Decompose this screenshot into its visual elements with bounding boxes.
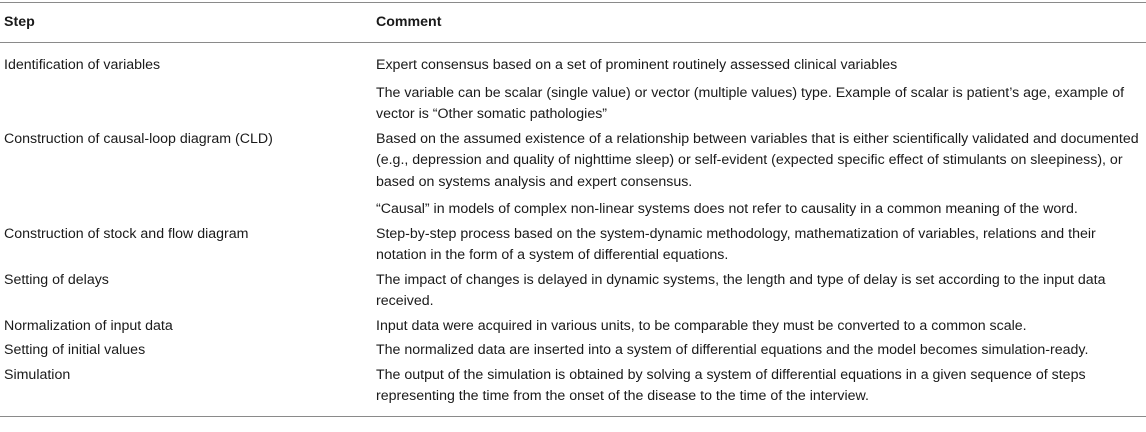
table-row [0,129,1146,224]
table-header-row [0,3,1146,43]
steps-table [0,2,1146,417]
table-row [0,224,1146,270]
comment-cell [373,224,1146,270]
comment-cell [373,316,1146,341]
column-header-comment: Comment [373,3,1146,43]
comment-text: Based on the assumed existence of a relationship between variables that is either scientifically validated and documented (e.g., depression and quality of nighttime sleep) or self-evident (expected specific effect of stimulants on sleepiness), or based on systems analysis and expert consensus. [376,130,1139,190]
comment-text: The output of the simulation is obtained by solving a system of differential equations in a given sequence of steps representing the time from the onset of the disease to the time of the interview. [376,366,1086,404]
step-cell: Simulation [0,365,373,417]
comment-cell [373,129,1146,224]
step-cell: Setting of delays [4,271,109,288]
comment-text: Input data were acquired in various units, to be comparable they must be converted to a common scale. [376,317,1027,334]
column-header-step: Step [0,3,373,43]
comment-text: Expert consensus based on a set of prominent routinely assessed clinical variables [376,57,898,73]
table-row [0,316,1146,341]
table-row [0,43,1146,129]
table-row [0,365,1146,417]
step-cell: Identification of variables [4,57,161,73]
table-row [0,270,1146,316]
comment-text: “Causal” in models of complex non-linear systems does not refer to causality in a common meaning of the word. [376,201,1078,217]
step-cell: Construction of stock and flow diagram [4,225,249,242]
comment-cell [373,365,1146,417]
table-row [0,340,1146,365]
step-cell: Normalization of input data [4,317,173,334]
step-cell: Setting of initial values [4,342,146,358]
step-cell: Construction of causal-loop diagram (CLD) [4,130,273,147]
comment-text: Step-by-step process based on the system-dynamic methodology, mathematization of variables, relations and their notation in the form of a system of differential equations. [376,225,1096,263]
comment-text: The normalized data are inserted into a system of differential equations and the model becomes simulation-ready. [376,342,1089,358]
comment-text: The impact of changes is delayed in dynamic systems, the length and type of delay is set according to the input data received. [376,271,1106,309]
comment-cell [373,43,1146,129]
comment-cell [373,340,1146,365]
comment-cell [373,270,1146,316]
comment-text: The variable can be scalar (single value) or vector (multiple values) type. Example of scalar is patient’s age, example of vector is “Other somatic pathologies” [376,84,1125,122]
